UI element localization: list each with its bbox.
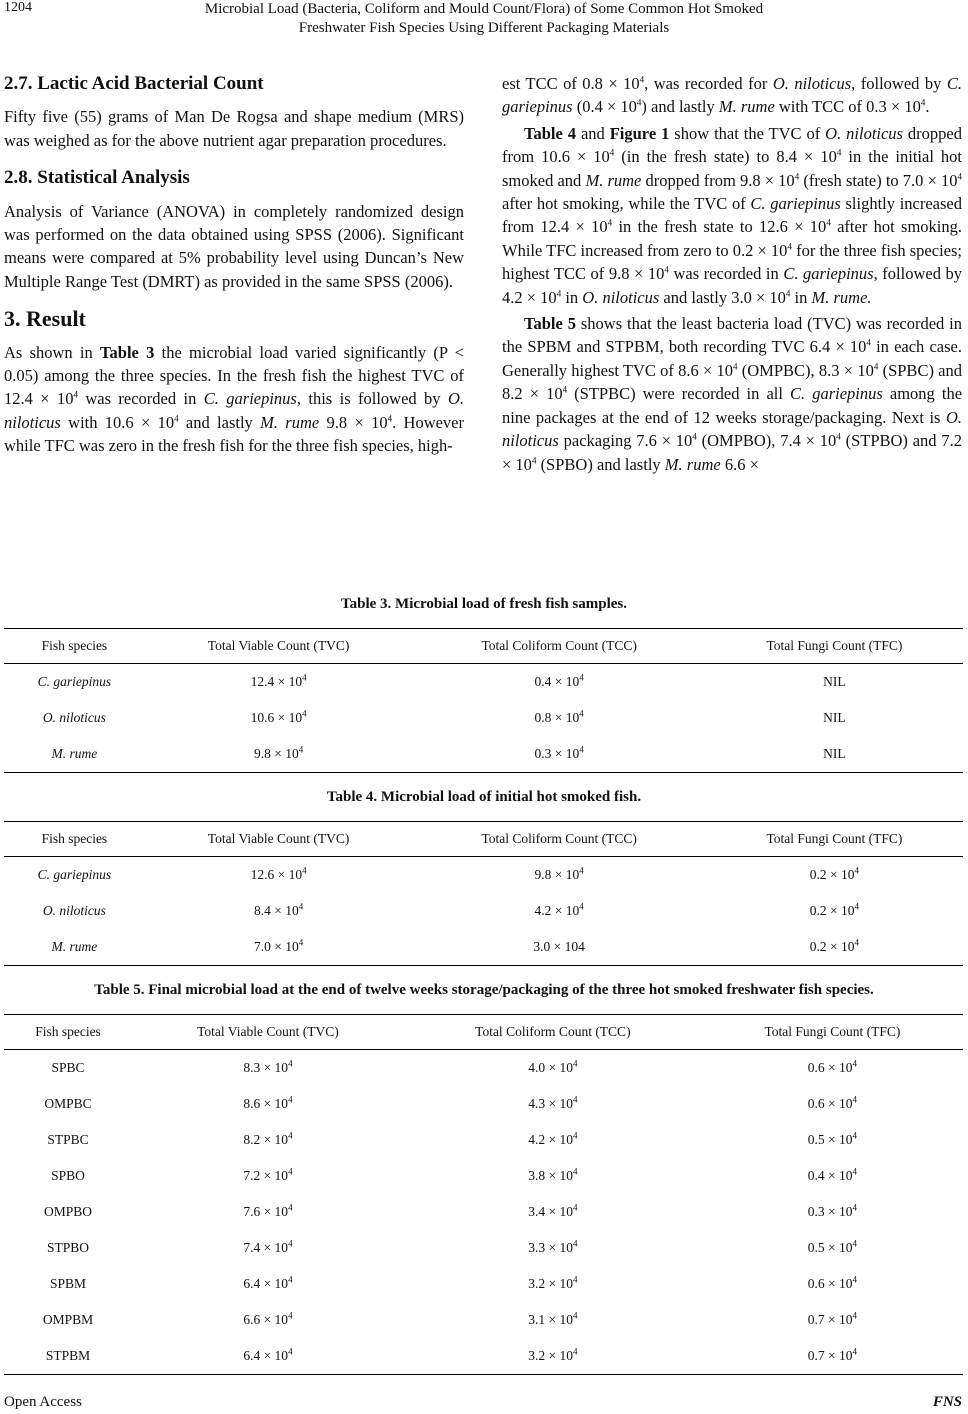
table-cell: O. niloticus bbox=[42, 903, 106, 918]
table-cell: $8.3 \times 10^4$ bbox=[243, 1058, 293, 1075]
table-cell: $0.5 \times 10^4$ bbox=[807, 1130, 858, 1147]
table-header-cell: Total Fungi Count (TFC) bbox=[706, 629, 963, 664]
table-cell: $0.3 \times 10^4$ bbox=[412, 736, 705, 773]
result-paragraph-3: Table 5 shows that the least bacteria load (TVC) was recorded in the SPBM and STPBM, both recording TVC $6.4 \times 10^4$ in each case. Generally highest TVC of $8.6 \times 10^4$ (OMPBC), $8.3 \times 10^4$ (SPBC) and $8.2 \times 10^4$ (STPBC) were recorded in all C. gariepinus among the nine packages at the end of 12 weeks storage/packaging. Next is O. niloticus packaging $7.6 \times 10^4$ (OMPBO), $7.4 \times 10^4$ (STPBO) and $7.2 \times 10^4$ (SPBO) and lastly M. rume 6.6 × bbox=[502, 314, 963, 474]
table-row bbox=[4, 1302, 963, 1338]
table-cell: $9.8 \times 10^4$ bbox=[534, 865, 584, 882]
table-row bbox=[4, 664, 963, 701]
table-cell: $8.6 \times 10^4$ bbox=[243, 1094, 293, 1111]
table-row bbox=[4, 1122, 963, 1158]
section-heading-3: 3. Result bbox=[4, 306, 86, 332]
table-cell: $7.6 \times 10^4$ bbox=[243, 1202, 293, 1219]
table-cell: SPBM bbox=[49, 1276, 87, 1291]
table-cell: $3.8 \times 10^4$ bbox=[528, 1166, 578, 1183]
table-cell: $8.2 \times 10^4$ bbox=[243, 1130, 293, 1147]
table-cell: $7.4 \times 10^4$ bbox=[243, 1238, 293, 1255]
table4 bbox=[4, 821, 963, 966]
table-header-row bbox=[4, 822, 963, 857]
section-text-2-7: Fifty five (55) grams of Man De Rogsa and shape medium (MRS) was weighed as for the above nutrient agar preparation procedures. bbox=[4, 107, 464, 150]
table-row bbox=[4, 700, 963, 736]
table-cell: NIL bbox=[823, 674, 846, 689]
table-cell: $3.2 \times 10^4$ bbox=[528, 1274, 578, 1291]
table-cell: OMPBO bbox=[44, 1204, 93, 1219]
left-column bbox=[4, 72, 464, 472]
table-cell: $4.2 \times 10^4$ bbox=[534, 901, 584, 918]
table-row bbox=[4, 929, 963, 966]
table-cell: $4.2 \times 10^4$ bbox=[528, 1130, 578, 1147]
table-row bbox=[4, 1338, 963, 1375]
footer-journal-abbrev: FNS bbox=[932, 1394, 962, 1410]
result-paragraph-2: Table 4 and Figure 1 show that the TVC of O. niloticus dropped from $10.6 \times 10^4$ (in the fresh state) to $8.4 \times 10^4$ in the initial hot smoked and M. rume dropped from $9.8 \times 10^4$ (fresh state) to $7.0 \times 10^4$ after hot smoking, while the TVC of C. gariepinus slightly increased from $12.4 \times 10^4$ in the fresh state to $12.6 \times 10^4$ after hot smoking. While TFC increased from zero to $0.2 \times 10^4$ for the three fish species; highest TCC of $9.8 \times 10^4$ was recorded in C. gariepinus, followed by $4.2 \times 10^4$ in O. niloticus and lastly $3.0 \times 10^4$ in M. rume. bbox=[502, 123, 963, 307]
result-paragraph-1-cont: est TCC of $0.8 \times 10^4$, was recorded for O. niloticus, followed by C. gariepinus $(0.4 \times 10^4)$ and lastly M. rume with TCC of $0.3 \times 10^4$. bbox=[502, 74, 963, 117]
table-cell: $0.2 \times 10^4$ bbox=[809, 901, 860, 918]
running-header bbox=[90, 0, 878, 38]
table-cell: STPBO bbox=[46, 1240, 90, 1255]
section-text-2-8: Analysis of Variance (ANOVA) in completely randomized design was performed on the data obtained using SPSS (2006). Significant means were compared at 5% probability level using Duncan’s New Multiple Range Test (DMRT) as provided in the same SPSS (2006). bbox=[4, 201, 464, 291]
table-cell: $6.4 \times 10^4$ bbox=[243, 1274, 293, 1291]
table3 bbox=[4, 628, 963, 773]
running-header-line2: Freshwater Fish Species Using Different Packaging Materials bbox=[298, 20, 670, 36]
table-cell: $10.6 \times 10^4$ bbox=[250, 708, 307, 725]
table-cell: STPBM bbox=[4, 1338, 132, 1375]
table-cell: $3.4 \times 10^4$ bbox=[528, 1202, 578, 1219]
result-paragraph-1: As shown in Table 3 the microbial load varied significantly (P < 0.05) among the three species. In the fresh fish the highest TVC of $12.4 \times 10^4$ was recorded in C. gariepinus, this is followed by O. niloticus with $10.6 \times 10^4$ and lastly M. rume $9.8 \times 10^4$. However while TFC was zero in the fresh fish for the three fish species, high- bbox=[4, 342, 465, 456]
table-cell: $8.4 \times 10^4$ bbox=[253, 901, 304, 918]
table-cell: $4.3 \times 10^4$ bbox=[528, 1094, 578, 1111]
table-cell: O. niloticus bbox=[42, 710, 106, 725]
table-cell: M. rume bbox=[4, 929, 145, 966]
table-cell: $4.0 \times 10^4$ bbox=[528, 1058, 578, 1075]
table-cell: SPBO bbox=[51, 1168, 85, 1183]
table-header-cell: Fish species bbox=[4, 822, 145, 857]
table-cell: $0.2 \times 10^4$ bbox=[706, 929, 963, 966]
table-cell: $0.6 \times 10^4$ bbox=[807, 1094, 858, 1111]
table-cell: $0.8 \times 10^4$ bbox=[534, 708, 584, 725]
table4-caption: Table 4. Microbial load of initial hot smoked fish. bbox=[326, 789, 642, 805]
table-header-cell: Total Viable Count (TVC) bbox=[145, 629, 413, 664]
table-cell: $12.6 \times 10^4$ bbox=[250, 865, 307, 882]
table-cell: STPBC bbox=[47, 1132, 89, 1147]
table-cell: $0.4 \times 10^4$ bbox=[807, 1166, 858, 1183]
table5 bbox=[4, 1014, 963, 1375]
table-row bbox=[4, 736, 963, 773]
table-row bbox=[4, 1194, 963, 1230]
table-cell: 3.0 × 104 bbox=[412, 929, 705, 966]
table3-caption: Table 3. Microbial load of fresh fish samples. bbox=[341, 596, 627, 612]
table-cell: $7.0 \times 10^4$ bbox=[145, 929, 413, 966]
table-cell: $0.3 \times 10^4$ bbox=[807, 1202, 858, 1219]
table-header-cell: Total Coliform Count (TCC) bbox=[404, 1015, 702, 1050]
table-header-cell: Total Fungi Count (TFC) bbox=[706, 822, 963, 857]
table-cell: $0.2 \times 10^4$ bbox=[809, 865, 860, 882]
table-cell: M. rume bbox=[4, 736, 145, 773]
table-row bbox=[4, 1230, 963, 1266]
table-header-cell: Fish species bbox=[4, 629, 145, 664]
table-cell: OMPBC bbox=[44, 1096, 92, 1111]
table-cell: $0.4 \times 10^4$ bbox=[534, 672, 584, 689]
table-row bbox=[4, 1266, 963, 1302]
table-header-row bbox=[4, 629, 963, 664]
table5-caption: Table 5. Final microbial load at the end of twelve weeks storage/packaging of the three hot smoked freshwater fish species. bbox=[94, 982, 874, 998]
table-cell: NIL bbox=[823, 710, 846, 725]
table-cell: $0.6 \times 10^4$ bbox=[807, 1058, 858, 1075]
table-header-cell: Fish species bbox=[4, 1015, 132, 1050]
table-header-cell: Total Viable Count (TVC) bbox=[145, 822, 413, 857]
table-header-cell: Total Viable Count (TVC) bbox=[132, 1015, 404, 1050]
table-cell: $9.8 \times 10^4$ bbox=[145, 736, 413, 773]
table-row bbox=[4, 1158, 963, 1194]
table-cell: $3.2 \times 10^4$ bbox=[404, 1338, 702, 1375]
section-heading-2-8: 2.8. Statistical Analysis bbox=[4, 167, 190, 189]
table-row bbox=[4, 893, 963, 929]
table-cell: OMPBM bbox=[42, 1312, 94, 1327]
table-header-cell: Total Fungi Count (TFC) bbox=[702, 1015, 963, 1050]
table-cell: $6.6 \times 10^4$ bbox=[243, 1310, 293, 1327]
table-cell: C. gariepinus bbox=[37, 867, 112, 882]
table-cell: $3.3 \times 10^4$ bbox=[528, 1238, 578, 1255]
footer-open-access: Open Access bbox=[4, 1394, 82, 1410]
page-number: 1204 bbox=[4, 0, 32, 15]
table-cell: $0.7 \times 10^4$ bbox=[807, 1310, 858, 1327]
table-cell: SPBC bbox=[51, 1060, 85, 1075]
running-header-line1: Microbial Load (Bacteria, Coliform and Mould Count/Flora) of Some Common Hot Smoked bbox=[204, 1, 764, 17]
table-header-row bbox=[4, 1015, 963, 1050]
table-cell: NIL bbox=[706, 736, 963, 773]
section-heading-2-7: 2.7. Lactic Acid Bacterial Count bbox=[4, 73, 264, 94]
table-row bbox=[4, 1086, 963, 1122]
table-header-cell: Total Coliform Count (TCC) bbox=[412, 629, 705, 664]
right-column bbox=[502, 72, 962, 479]
table-row bbox=[4, 1050, 963, 1087]
table-cell: $0.6 \times 10^4$ bbox=[807, 1274, 858, 1291]
table-cell: $6.4 \times 10^4$ bbox=[132, 1338, 404, 1375]
table-cell: C. gariepinus bbox=[37, 674, 112, 689]
table-cell: $0.7 \times 10^4$ bbox=[702, 1338, 963, 1375]
table-cell: $0.5 \times 10^4$ bbox=[807, 1238, 858, 1255]
table-cell: $12.4 \times 10^4$ bbox=[250, 672, 307, 689]
table-row bbox=[4, 857, 963, 894]
table-cell: $3.1 \times 10^4$ bbox=[528, 1310, 578, 1327]
table-cell: $7.2 \times 10^4$ bbox=[243, 1166, 293, 1183]
table-header-cell: Total Coliform Count (TCC) bbox=[412, 822, 705, 857]
